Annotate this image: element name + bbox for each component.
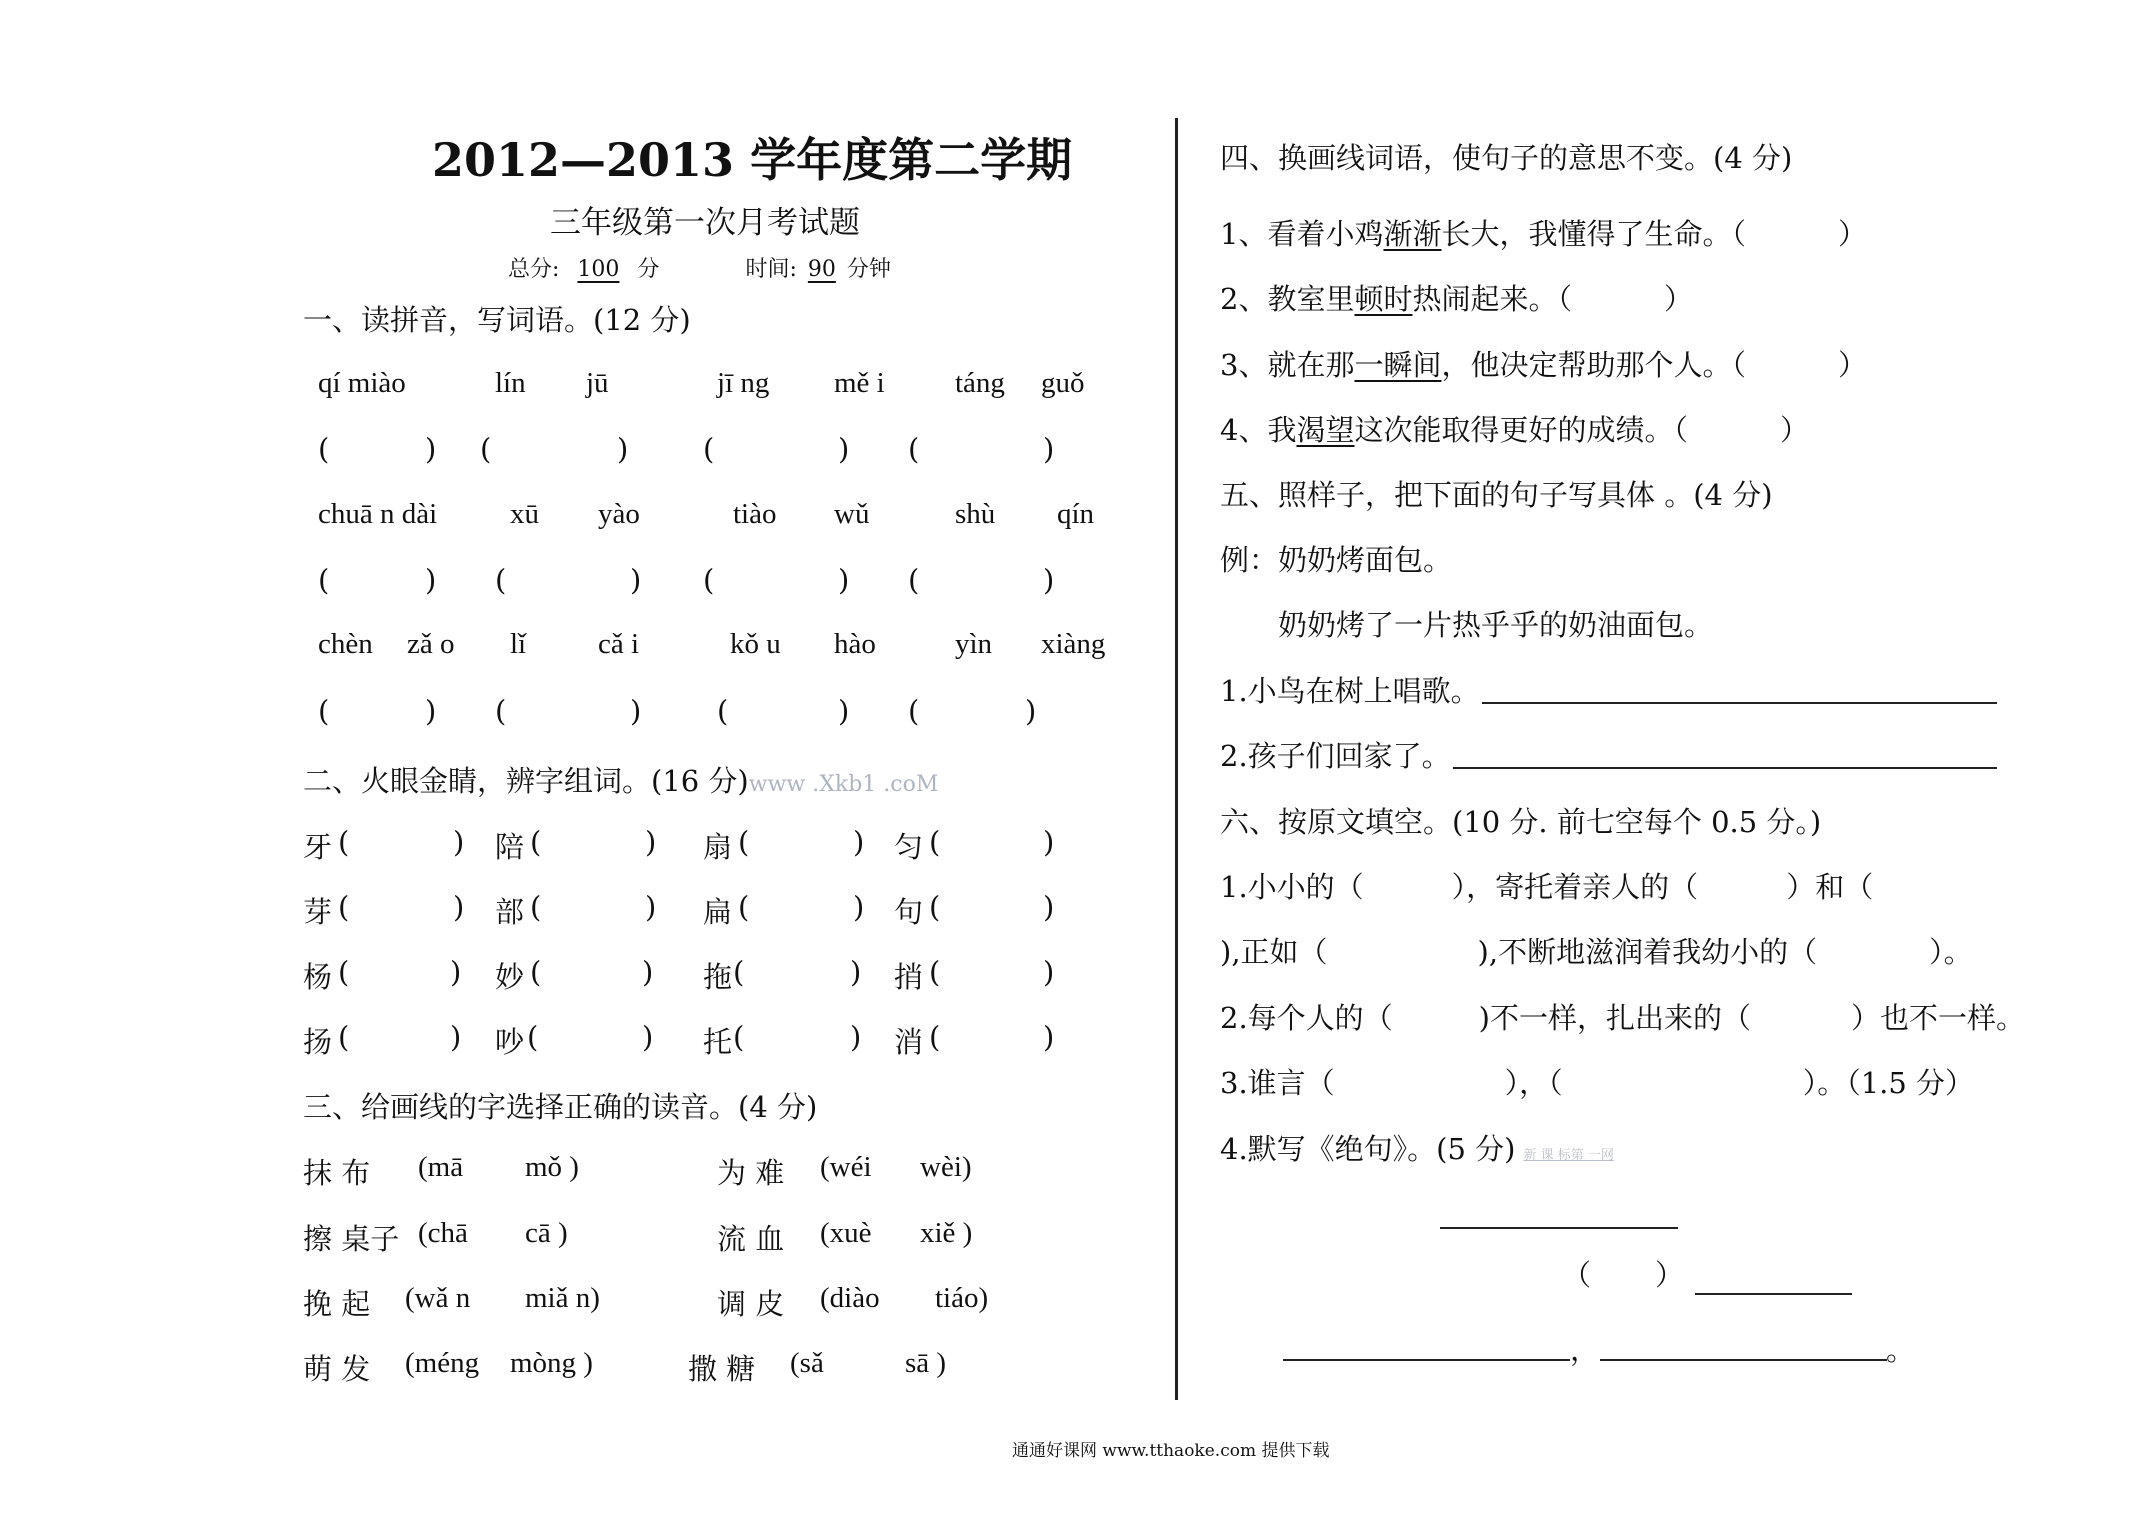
pinyin: qí miào	[318, 367, 406, 399]
paren: )	[645, 825, 657, 859]
paren: )	[642, 1020, 654, 1054]
paren: )	[850, 955, 862, 989]
option: sā )	[905, 1347, 947, 1379]
section2-heading	[303, 759, 938, 800]
paren: )	[850, 1020, 862, 1054]
paren: (	[929, 825, 941, 859]
pinyin: lǐ	[510, 628, 527, 660]
char: 扁	[703, 895, 733, 929]
char: 扬	[303, 1025, 333, 1059]
s5-question-2: 2.孩子们回家了。	[1220, 739, 1451, 773]
option: (diào	[820, 1282, 880, 1314]
paren: (	[338, 890, 350, 924]
time-value: 90	[807, 257, 836, 282]
text: 2、教室里	[1220, 282, 1355, 316]
paren: )	[450, 1020, 462, 1054]
paren: (	[338, 955, 350, 989]
paren: (	[908, 563, 920, 597]
underlined-word: 渴望	[1296, 413, 1355, 447]
pinyin: zǎ o	[407, 628, 455, 660]
s5-question-1: 1.小鸟在树上唱歌。	[1220, 674, 1480, 708]
text: ),不断地滋润着我幼小的（	[1477, 935, 1818, 969]
section1-heading: 一、读拼音，写词语。(12 分)	[303, 303, 691, 337]
text: 1、看着小鸡	[1220, 217, 1384, 251]
char: 妙	[495, 960, 525, 994]
text: ),正如（	[1220, 935, 1328, 969]
paren: (	[318, 694, 330, 728]
example-answer: 奶奶烤了一片热乎乎的奶油面包。	[1278, 608, 1714, 642]
paren: )	[453, 890, 465, 924]
poem-period: 。	[1886, 1333, 1916, 1367]
text: ），寄托着亲人的（	[1451, 870, 1699, 904]
paren: (	[929, 955, 941, 989]
paren: (	[717, 694, 729, 728]
footer-credit: 通通好课网 www.tthaoke.com 提供下载	[1012, 1441, 1330, 1461]
paren: )	[1043, 825, 1055, 859]
page-title: 2012—2013 学年度第二学期	[432, 133, 1073, 187]
pinyin: yìn	[955, 628, 993, 660]
text: ）。（1.5 分）	[1802, 1066, 1975, 1100]
paren: (	[495, 694, 507, 728]
char: 芽	[303, 895, 333, 929]
total-unit: 分	[637, 257, 660, 282]
paren: )	[1043, 432, 1055, 466]
paren: (	[703, 432, 715, 466]
word: 挽 起	[303, 1287, 371, 1321]
option: (wǎ n	[405, 1282, 471, 1314]
word: 撒 糖	[688, 1352, 756, 1386]
pinyin: jū	[586, 367, 609, 399]
paren: )	[838, 563, 850, 597]
char: 句	[894, 895, 924, 929]
pinyin: mě i	[834, 367, 885, 399]
poem-paren-close: ）	[1655, 1258, 1685, 1292]
paren: (	[318, 432, 330, 466]
paren: )	[630, 563, 642, 597]
char: 消	[894, 1025, 924, 1059]
s6-line-3	[1220, 996, 2025, 1037]
poem-line-2[interactable]	[1600, 1359, 1887, 1361]
poem-line-1[interactable]	[1283, 1359, 1570, 1361]
text: )不一样，扎出来的（	[1478, 1001, 1751, 1035]
text: ），（	[1504, 1066, 1563, 1100]
poem-paren-open: （	[1562, 1258, 1592, 1292]
char: 托	[703, 1025, 733, 1059]
option: (xuè	[820, 1217, 872, 1249]
word: 流 血	[717, 1222, 785, 1256]
option: xiě )	[920, 1217, 973, 1249]
paren: (	[318, 563, 330, 597]
paren: (	[733, 1020, 745, 1054]
paren: )	[838, 694, 850, 728]
option: (sǎ	[790, 1347, 824, 1379]
paren: (	[338, 1020, 350, 1054]
section2-heading-text: 二、火眼金睛，辨字组词。(16 分)	[303, 764, 749, 798]
section5-heading: 五、照样子，把下面的句子写具体 。(4 分)	[1220, 478, 1773, 512]
paren: )	[1043, 563, 1055, 597]
text: ）	[1837, 217, 1867, 251]
pinyin: hào	[834, 628, 876, 660]
paren: )	[1043, 1020, 1055, 1054]
char: 牙	[303, 830, 333, 864]
option: (mā	[418, 1151, 464, 1183]
char: 拖	[703, 960, 733, 994]
pinyin: guǒ	[1041, 367, 1085, 399]
page-subtitle: 三年级第一次月考试题	[550, 205, 860, 241]
s4-item-1	[1220, 212, 1867, 253]
pinyin: tiào	[733, 498, 777, 530]
paren: )	[838, 432, 850, 466]
pinyin: xiàng	[1041, 628, 1106, 660]
paren: (	[703, 563, 715, 597]
paren: )	[450, 955, 462, 989]
char: 陪	[495, 830, 525, 864]
paren: (	[929, 1020, 941, 1054]
option: (chā	[418, 1217, 468, 1249]
paren: )	[645, 890, 657, 924]
paren: )	[1025, 694, 1037, 728]
paren: (	[338, 825, 350, 859]
paren: (	[908, 694, 920, 728]
underlined-word: 顿时	[1354, 282, 1413, 316]
text: 4、我	[1220, 413, 1297, 447]
example-label: 例：奶奶烤面包。	[1220, 543, 1453, 577]
paren: )	[1043, 955, 1055, 989]
text: ）和（	[1786, 870, 1874, 904]
text: 3.谁言（	[1220, 1066, 1335, 1100]
poem-author-line[interactable]	[1695, 1293, 1852, 1295]
pinyin: chuā n dài	[318, 498, 438, 530]
answer-line[interactable]	[1482, 702, 1997, 704]
word: 萌 发	[303, 1352, 371, 1386]
paren: )	[642, 955, 654, 989]
pinyin: shù	[955, 498, 996, 530]
word: 擦 桌子	[303, 1222, 400, 1256]
paren: )	[630, 694, 642, 728]
text: 4.默写《绝句》。(5 分)	[1220, 1132, 1516, 1166]
column-divider	[1175, 118, 1178, 1400]
text: ，他决定帮助那个人。（	[1441, 348, 1746, 382]
option: (wéi	[820, 1151, 872, 1183]
paren: (	[495, 563, 507, 597]
char: 匀	[894, 830, 924, 864]
s6-line-4	[1220, 1061, 1974, 1102]
underlined-word: 渐渐	[1383, 217, 1442, 251]
paren: (	[733, 955, 745, 989]
paren: )	[853, 890, 865, 924]
section4-heading: 四、换画线词语，使句子的意思不变。(4 分)	[1220, 141, 1793, 175]
paren: )	[425, 694, 437, 728]
paren: (	[480, 432, 492, 466]
s4-item-3	[1220, 343, 1867, 384]
s4-item-2	[1220, 277, 1693, 318]
option: (méng	[405, 1347, 480, 1379]
pinyin: cǎ i	[598, 628, 640, 660]
text: ）	[1837, 348, 1867, 382]
paren: (	[530, 955, 542, 989]
option: mòng )	[510, 1347, 593, 1379]
paren: )	[1043, 890, 1055, 924]
paren: (	[738, 890, 750, 924]
section6-heading: 六、按原文填空。(10 分. 前七空每个 0.5 分。)	[1220, 805, 1822, 839]
total-value: 100	[577, 257, 620, 282]
option: tiáo)	[935, 1282, 989, 1314]
paren: )	[617, 432, 629, 466]
paren: )	[425, 432, 437, 466]
text: 长大，我懂得了生命。（	[1441, 217, 1746, 251]
word: 抹 布	[303, 1156, 371, 1190]
pinyin: lín	[495, 367, 526, 399]
score-time-line	[508, 252, 891, 283]
pinyin: kǒ u	[730, 628, 781, 660]
option: miǎ n)	[525, 1282, 600, 1314]
poem-comma: ，	[1570, 1333, 1600, 1367]
paren: )	[853, 825, 865, 859]
text: ）也不一样。	[1851, 1001, 2026, 1035]
pinyin: jī ng	[717, 367, 770, 399]
section3-heading: 三、给画线的字选择正确的读音。(4 分)	[303, 1090, 818, 1124]
paren: (	[908, 432, 920, 466]
char: 捎	[894, 960, 924, 994]
text: 热闹起来。（	[1412, 282, 1572, 316]
text: 1.小小的（	[1220, 870, 1364, 904]
paren: (	[527, 1020, 539, 1054]
word: 为 难	[717, 1156, 785, 1190]
time-label: 时间:	[745, 257, 797, 282]
pinyin: wǔ	[834, 498, 870, 530]
s4-item-4	[1220, 408, 1809, 449]
paren: (	[929, 890, 941, 924]
pinyin: yào	[598, 498, 640, 530]
option: wèi)	[920, 1151, 972, 1183]
poem-title-line[interactable]	[1440, 1227, 1678, 1229]
pinyin: chèn	[318, 628, 373, 660]
watermark: www .Xkb1 .coM	[748, 772, 939, 797]
paren: )	[425, 563, 437, 597]
option: mǒ )	[525, 1151, 579, 1183]
text: 3、就在那	[1220, 348, 1355, 382]
char: 扇	[703, 830, 733, 864]
time-unit: 分钟	[846, 257, 891, 282]
answer-line[interactable]	[1453, 767, 1997, 769]
pinyin: xū	[510, 498, 539, 530]
watermark: 新 课 标第 一网	[1523, 1148, 1614, 1163]
paren: )	[453, 825, 465, 859]
text: ）。	[1929, 935, 1973, 969]
paren: (	[530, 890, 542, 924]
pinyin: táng	[955, 367, 1005, 399]
underlined-word: 一瞬间	[1354, 348, 1442, 382]
text: ）	[1663, 282, 1693, 316]
total-label: 总分:	[508, 257, 560, 282]
paren: (	[738, 825, 750, 859]
text: ）	[1779, 413, 1809, 447]
char: 吵	[495, 1025, 525, 1059]
char: 杨	[303, 960, 333, 994]
s6-line-1	[1220, 865, 1873, 906]
s6-line-5	[1220, 1127, 1614, 1168]
paren: (	[530, 825, 542, 859]
s6-line-2	[1220, 930, 1973, 971]
word: 调 皮	[717, 1287, 785, 1321]
text: 2.每个人的（	[1220, 1001, 1393, 1035]
text: 这次能取得更好的成绩。（	[1354, 413, 1688, 447]
option: cā )	[525, 1217, 568, 1249]
char: 部	[495, 895, 525, 929]
pinyin: qín	[1057, 498, 1095, 530]
